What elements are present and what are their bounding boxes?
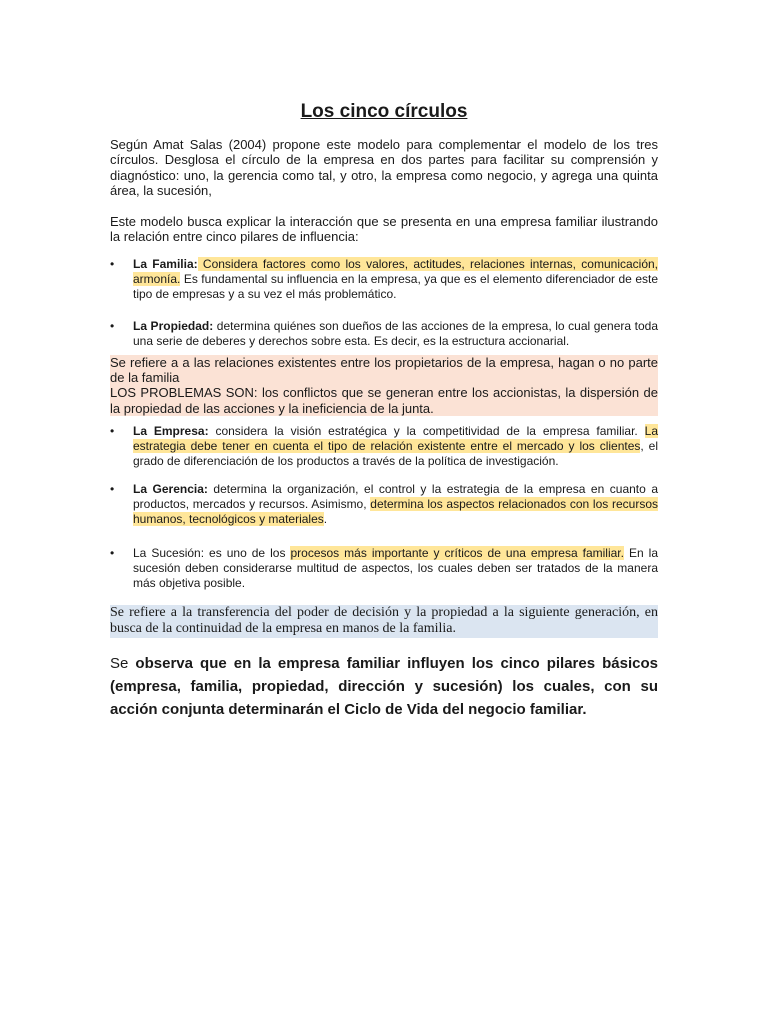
item-label: La Gerencia: — [133, 481, 208, 496]
list-item-sucesion — [110, 546, 658, 591]
highlighted-text: determina los aspectos relacionados con los recursos humanos, tecnológicos y materiales — [133, 496, 658, 526]
intro-paragraph-2: Este modelo busca explicar la interacción que se presenta en una empresa familiar ilustrando la relación entre cinco pilares de influencia: — [110, 214, 658, 245]
bullet-icon: • — [110, 423, 115, 438]
list-item-familia — [110, 257, 658, 302]
intro-paragraph: Según Amat Salas (2004) propone este modelo para complementar el modelo de los tres círculos. Desglosa el círculo de la empresa en dos partes para facilitar su comprensión y diagnóstico: uno, la gerencia como tal, y otro, la empresa como negocio, y agrega una quinta área, la sucesión, — [110, 137, 658, 198]
highlighted-text: Considera factores como los valores, actitudes, relaciones internas, comunicación, armonía. — [133, 256, 659, 286]
list-item-empresa — [110, 424, 658, 469]
item-text: considera la visión estratégica y la competitividad de la empresa familiar. — [208, 423, 645, 438]
bullet-icon: • — [110, 256, 115, 271]
item-text: , el grado de diferenciación de los productos a través de la política de investigación. — [133, 438, 658, 468]
propiedad-note — [110, 355, 658, 416]
conclusion-text: observa que en la empresa familiar influyen los cinco pilares básicos (empresa, familia, propiedad, dirección y sucesión) los cuales, con su acción conjunta determinarán el Ciclo de Vida del negocio familiar. — [110, 654, 658, 718]
conclusion-paragraph — [110, 652, 658, 721]
pillars-list-1 — [110, 257, 658, 349]
conclusion-prefix: Se — [110, 654, 129, 672]
item-label: La Empresa: — [133, 423, 209, 438]
document-body — [110, 100, 658, 721]
highlighted-text: procesos más importante y críticos de una empresa familiar. — [290, 545, 624, 560]
item-text: Es fundamental su influencia en la empresa, ya que es el elemento diferenciador de este tipo de empresas y a su vez el más problemático. — [133, 271, 658, 301]
note-line: LOS PROBLEMAS SON: los conflictos que se generan entre los accionistas, la dispersión de la propiedad de las acciones y la ineficiencia de la junta. — [110, 385, 658, 416]
item-text: En la sucesión deben considerarse multitud de aspectos, los cuales deben ser tratados de la manera más objetiva posible. — [133, 545, 658, 590]
sucesion-note: Se refiere a la transferencia del poder de decisión y la propiedad a la siguiente generación, en busca de la continuidad de la empresa en manos de la familia. — [110, 604, 658, 637]
item-label: La Familia: — [133, 256, 198, 271]
bullet-icon: • — [110, 481, 115, 496]
pillars-list-2 — [110, 424, 658, 591]
item-text: La Sucesión: es uno de los — [133, 545, 291, 560]
item-label: La Propiedad: — [133, 318, 214, 333]
document-title: Los cinco círculos — [300, 101, 468, 122]
note-line: Se refiere a a las relaciones existentes entre los propietarios de la empresa, hagan o no parte de la familia — [110, 354, 658, 386]
item-text: . — [323, 511, 328, 526]
bullet-icon: • — [110, 545, 115, 560]
item-text: determina quiénes son dueños de las acciones de la empresa, lo cual genera toda una serie de deberes y derechos sobre esta. Es decir, es la estructura accionarial. — [133, 318, 658, 348]
item-text: determina la organización, el control y la estrategia de la empresa en cuanto a productos, mercados y recursos. Asimismo, — [133, 481, 659, 511]
bullet-icon: • — [110, 318, 115, 333]
list-item-gerencia — [110, 482, 658, 527]
highlighted-text: La estrategia debe tener en cuenta el tipo de relación existente entre el mercado y los clientes — [133, 423, 658, 453]
list-item-propiedad — [110, 319, 658, 349]
